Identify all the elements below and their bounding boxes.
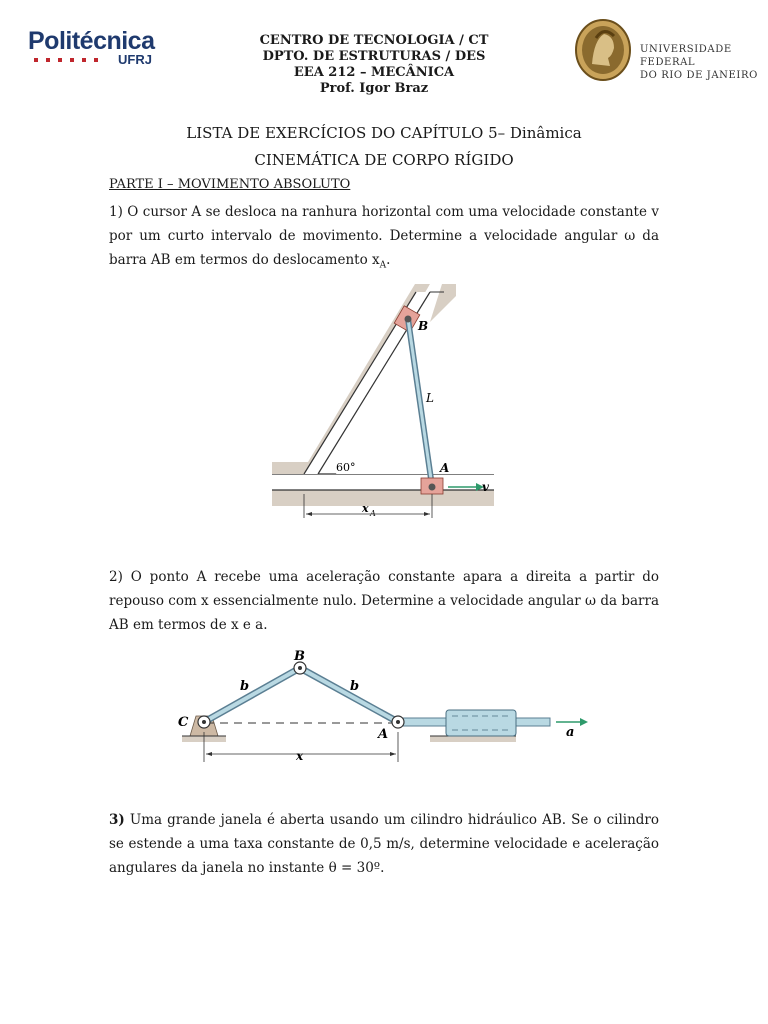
figure-slider-bar bbox=[270, 282, 496, 522]
header-block bbox=[200, 33, 548, 97]
logo-sub: UFRJ bbox=[118, 52, 152, 67]
label-L: L bbox=[426, 391, 434, 405]
header-line-1: CENTRO DE TECNOLOGIA / CT bbox=[259, 33, 489, 48]
label-A: A bbox=[440, 461, 450, 475]
label-B: B bbox=[294, 649, 305, 664]
label-C: C bbox=[178, 715, 189, 730]
problem-3-number: 3) bbox=[109, 812, 125, 828]
politecnica-logo bbox=[28, 28, 158, 68]
problem-1-end: . bbox=[386, 252, 391, 268]
label-A: A bbox=[378, 727, 389, 742]
ground-strip bbox=[272, 490, 494, 506]
cylinder bbox=[446, 710, 516, 736]
label-angle: 60° bbox=[336, 461, 356, 474]
problem-2-text: 2) O ponto A recebe uma aceleração constante apara a direita a partir do repouso com x essencialmente nulo. Determine a velocidade angular ω da barra AB em termos de x e a. bbox=[109, 569, 659, 633]
problem-1-sub: A bbox=[379, 260, 387, 271]
logo-dots bbox=[34, 58, 104, 62]
header-line-2: DPTO. DE ESTRUTURAS / DES bbox=[262, 49, 486, 64]
label-v: v bbox=[482, 480, 489, 494]
label-x-sub: A bbox=[370, 509, 376, 518]
label-b1: b bbox=[240, 679, 250, 694]
ufrj-seal-icon bbox=[574, 18, 632, 82]
header-line-3: EEA 212 – MECÂNICA bbox=[293, 65, 455, 80]
ufrj-name bbox=[640, 43, 768, 82]
label-x: x bbox=[362, 502, 369, 515]
ufrj-name-line-2: DO RIO DE JANEIRO bbox=[640, 70, 758, 81]
figure-linkage bbox=[176, 644, 596, 768]
problem-3-text bbox=[109, 808, 659, 880]
label-B: B bbox=[418, 319, 429, 333]
logo-title: Politécnica bbox=[28, 27, 155, 55]
label-a: a bbox=[566, 725, 575, 740]
ufrj-name-line-1: UNIVERSIDADE FEDERAL bbox=[640, 44, 732, 68]
section-heading: PARTE I – MOVIMENTO ABSOLUTO bbox=[109, 177, 351, 192]
problem-3-body: Uma grande janela é aberta usando um cilindro hidráulico AB. Se o cilindro se estende a uma taxa constante de 0,5 m/s, determine velocidade e aceleração angulares da janela no instante θ = 30º. bbox=[109, 812, 659, 876]
list-title: LISTA DE EXERCÍCIOS DO CAPÍTULO 5– Dinâmica bbox=[186, 124, 582, 142]
chapter-title: CINEMÁTICA DE CORPO RÍGIDO bbox=[254, 151, 514, 169]
label-b2: b bbox=[350, 679, 360, 694]
header-line-4: Prof. Igor Braz bbox=[319, 81, 429, 96]
label-x: x bbox=[296, 749, 304, 763]
problem-1-body: 1) O cursor A se desloca na ranhura horizontal com uma velocidade constante v por um curto intervalo de movimento. Determine a velocidade angular ω da barra AB em termos do deslocamento x bbox=[109, 204, 659, 268]
problem-1-text bbox=[109, 200, 659, 278]
